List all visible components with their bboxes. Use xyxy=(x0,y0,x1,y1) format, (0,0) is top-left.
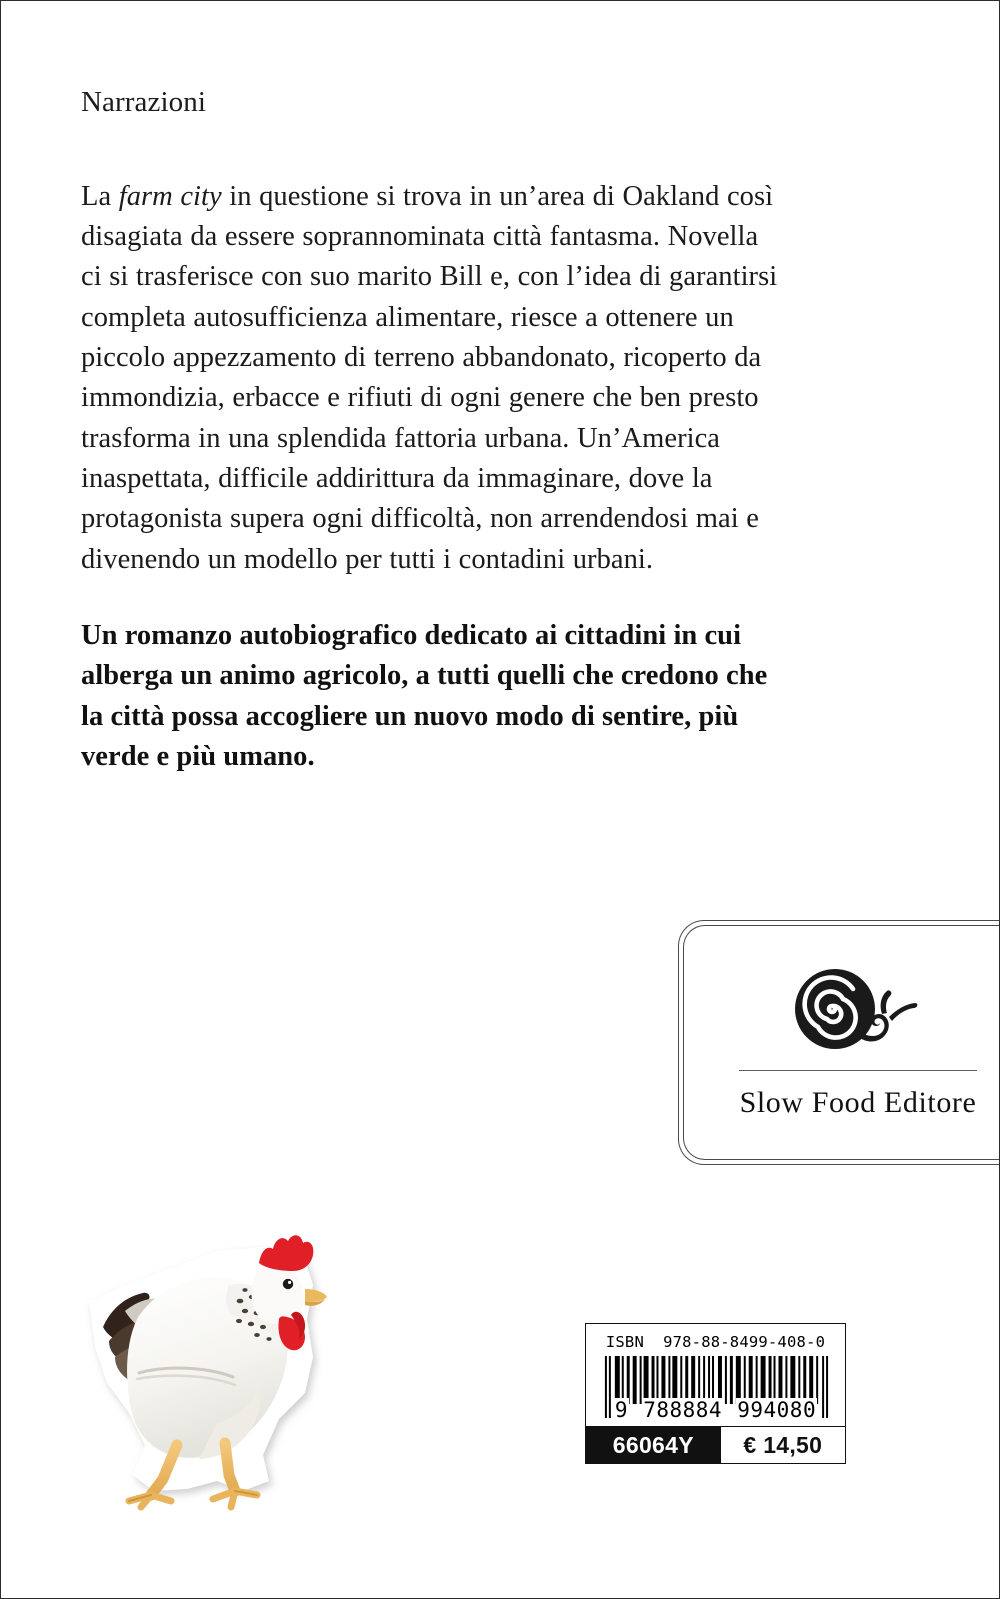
price-label: € 14,50 xyxy=(721,1427,845,1463)
blurb-body: in questione si trova in un’area di Oakland così disagiata da essere soprannominata città fantasma. Novella ci si trasferisce con suo marito Bill e, con l’idea di garantirsi completa autosufficienza alimentare, riesce a ottenere un piccolo appezzamento di terreno abbandonato, ricoperto da immondizia, erbacce e rifiuti di ogni genere che ben presto trasforma in una splendida fattoria urbana. Un’America inaspettata, difficile addirittura da immaginare, dove la protagonista supera ogni difficoltà, non arrendendosi mai e divenendo un modello per tutti i contadini urbani. xyxy=(81,180,778,575)
barcode-lower xyxy=(585,1426,846,1464)
barcode-upper xyxy=(585,1323,846,1426)
ean-digits xyxy=(595,1398,836,1422)
blurb-lead-in: La xyxy=(81,180,119,212)
plaque-divider xyxy=(739,1070,977,1071)
isbn-number: 978-88-8499-408-0 xyxy=(663,1333,826,1351)
isbn-line xyxy=(595,1333,836,1351)
blurb-italic-term: farm city xyxy=(118,180,222,212)
plaque-content xyxy=(678,920,1000,1165)
snail-icon xyxy=(793,968,923,1050)
isbn-label: ISBN xyxy=(605,1333,644,1351)
publisher-logo-plaque xyxy=(678,920,1000,1165)
ean-group-1: 788884 xyxy=(643,1398,723,1422)
ean-group-2: 994080 xyxy=(737,1398,817,1422)
series-label: Narrazioni xyxy=(81,86,206,118)
internal-code: 66064Y xyxy=(586,1427,721,1463)
cover-text-block xyxy=(81,87,781,778)
blurb-paragraph xyxy=(81,177,781,580)
hen-photo xyxy=(67,1223,337,1513)
ean-prefix: 9 xyxy=(614,1398,629,1422)
barcode-block xyxy=(585,1323,846,1464)
blurb-highlight-paragraph: Un romanzo autobiografico dedicato ai cittadini in cui alberga un animo agricolo, a tutti quelli che credono che la città possa accogliere un nuovo modo di sentire, più verde e più umano. xyxy=(81,619,768,773)
publisher-name: Slow Food Editore xyxy=(739,1086,977,1119)
